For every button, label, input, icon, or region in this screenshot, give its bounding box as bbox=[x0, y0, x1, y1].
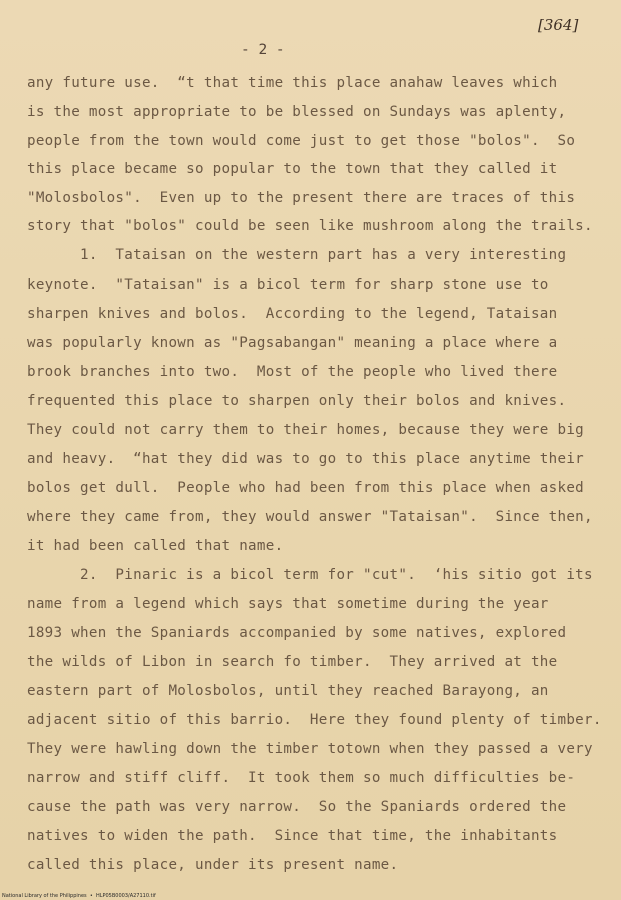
body-line-8: keynote. "Tataisan" is a bicol term for sharp stone use to bbox=[27, 277, 549, 293]
body-line-14: and heavy. “hat they did was to go to this place anytime their bbox=[27, 451, 585, 467]
body-line-10: was popularly known as "Pagsabangan" meaning a place where a bbox=[27, 335, 558, 351]
body-line-9: sharpen knives and bolos. According to the legend, Tataisan bbox=[27, 306, 558, 322]
body-line-7: 1. Tataisan on the western part has a very interesting bbox=[27, 247, 567, 263]
body-line-15: bolos get dull. People who had been from this place when asked bbox=[27, 480, 585, 496]
handwritten-page-annotation: [364] bbox=[538, 16, 579, 34]
body-line-13: They could not carry them to their homes, because they were big bbox=[27, 422, 585, 438]
body-line-22: eastern part of Molosbolos, until they reached Barayong, an bbox=[27, 683, 549, 699]
body-line-25: narrow and stiff cliff. It took them so much difficulties be- bbox=[27, 770, 576, 786]
body-line-3: people from the town would come just to get those "bolos". So bbox=[27, 133, 576, 149]
body-line-19: name from a legend which says that sometime during the year bbox=[27, 596, 549, 612]
body-line-21: the wilds of Libon in search fo timber. They arrived at the bbox=[27, 654, 558, 670]
body-line-28: called this place, under its present name. bbox=[27, 857, 399, 873]
body-line-4: this place became so popular to the town that they called it bbox=[27, 161, 558, 177]
body-line-12: frequented this place to sharpen only their bolos and knives. bbox=[27, 393, 567, 409]
body-line-1: any future use. “t that time this place anahaw leaves which bbox=[27, 75, 558, 91]
body-line-6: story that "bolos" could be seen like mushroom along the trails. bbox=[27, 218, 593, 234]
body-line-20: 1893 when the Spaniards accompanied by some natives, explored bbox=[27, 625, 567, 641]
archive-footer: National Library of the Philippines • HLP05B0003/A27110.tif bbox=[2, 893, 156, 899]
body-line-2: is the most appropriate to be blessed on Sundays was aplenty, bbox=[27, 104, 567, 120]
page-number: - 2 - bbox=[241, 42, 285, 58]
body-line-18: 2. Pinaric is a bicol term for "cut". ‘his sitio got its bbox=[27, 567, 593, 583]
body-line-24: They were hawling down the timber totown when they passed a very bbox=[27, 741, 593, 757]
body-line-27: natives to widen the path. Since that time, the inhabitants bbox=[27, 828, 558, 844]
body-line-26: cause the path was very narrow. So the Spaniards ordered the bbox=[27, 799, 567, 815]
body-line-16: where they came from, they would answer "Tataisan". Since then, bbox=[27, 509, 593, 525]
body-line-23: adjacent sitio of this barrio. Here they found plenty of timber. bbox=[27, 712, 602, 728]
body-line-17: it had been called that name. bbox=[27, 538, 284, 554]
body-line-5: "Molosbolos". Even up to the present there are traces of this bbox=[27, 190, 576, 206]
body-line-11: brook branches into two. Most of the people who lived there bbox=[27, 364, 558, 380]
